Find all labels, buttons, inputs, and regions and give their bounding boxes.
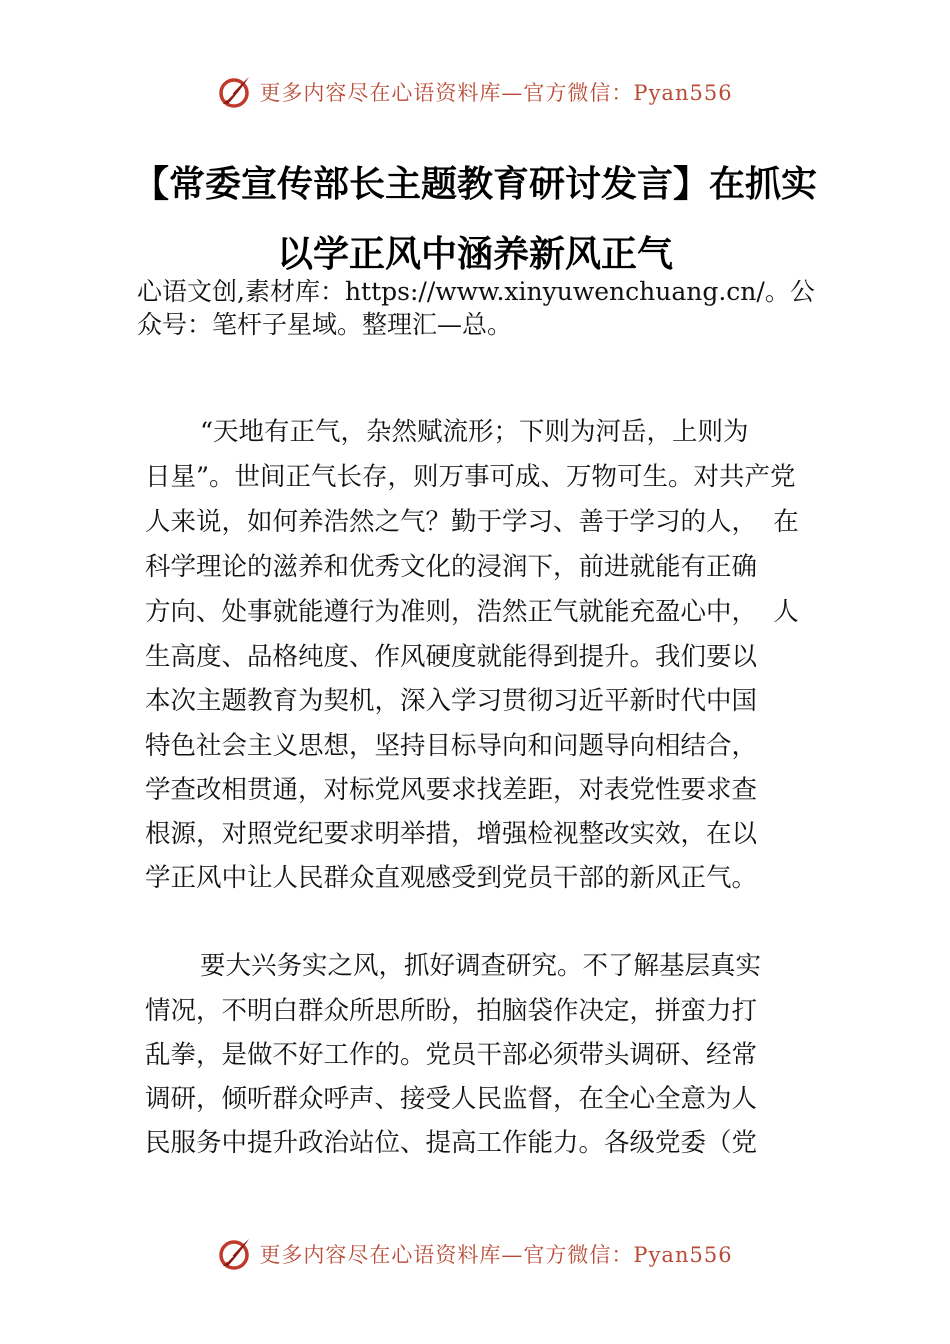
paragraph-line: 本次主题教育为契机，深入学习贯彻习近平新时代中国 xyxy=(145,686,758,716)
paragraph-line: 日星”。世间正气长存，则万事可成、万物可生。对共产党 xyxy=(145,462,796,492)
footer-banner xyxy=(0,1234,950,1274)
paragraph-line: 乱拳，是做不好工作的。党员干部必须带头调研、经常 xyxy=(145,1040,758,1070)
paragraph-line: 人来说，如何养浩然之气？勤于学习、善于学习的人， 在 xyxy=(145,507,799,537)
paragraph-line: 科学理论的滋养和优秀文化的浸润下，前进就能有正确 xyxy=(145,552,758,582)
paragraph-line: “天地有正气，杂然赋流形；下则为河岳，上则为 xyxy=(200,417,749,447)
source-note-line-2: 众号：笔杆子星域。整理汇—总。 xyxy=(137,310,513,339)
paragraph-line: 情况，不明白群众所思所盼，拍脑袋作决定，拼蛮力打 xyxy=(145,996,758,1026)
paragraph-line: 方向、处事就能遵行为准则，浩然正气就能充盈心中， 人 xyxy=(145,597,799,627)
paragraph-line: 生高度、品格纯度、作风硬度就能得到提升。我们要以 xyxy=(145,642,758,672)
brush-quill-logo-icon xyxy=(217,74,253,110)
paragraph-line: 根源，对照党纪要求明举措，增强检视整改实效，在以 xyxy=(145,819,758,849)
paragraph-line: 要大兴务实之风，抓好调查研究。不了解基层真实 xyxy=(200,951,762,981)
paragraph-line: 学正风中让人民群众直观感受到党员干部的新风正气。 xyxy=(145,863,758,893)
paragraph-line: 民服务中提升政治站位、提高工作能力。各级党委（党 xyxy=(145,1128,758,1158)
document-title-line-1: 【常委宣传部长主题教育研讨发言】在抓实 xyxy=(132,164,817,205)
banner-text: 更多内容尽在心语资料库—官方微信：Pyan556 xyxy=(259,81,733,105)
header-banner xyxy=(0,72,950,112)
brush-quill-logo-icon xyxy=(217,1236,253,1272)
document-title-line-2: 以学正风中涵养新风正气 xyxy=(276,234,673,275)
source-note-line-1: 心语文创,素材库：https://www.xinyuwenchuang.cn/。公 xyxy=(137,277,815,306)
paragraph-line: 特色社会主义思想，坚持目标导向和问题导向相结合， xyxy=(145,731,758,761)
banner-text: 更多内容尽在心语资料库—官方微信：Pyan556 xyxy=(259,1243,733,1267)
paragraph-line: 学查改相贯通，对标党风要求找差距，对表党性要求查 xyxy=(145,775,758,805)
paragraph-line: 调研，倾听群众呼声、接受人民监督，在全心全意为人 xyxy=(145,1084,758,1114)
